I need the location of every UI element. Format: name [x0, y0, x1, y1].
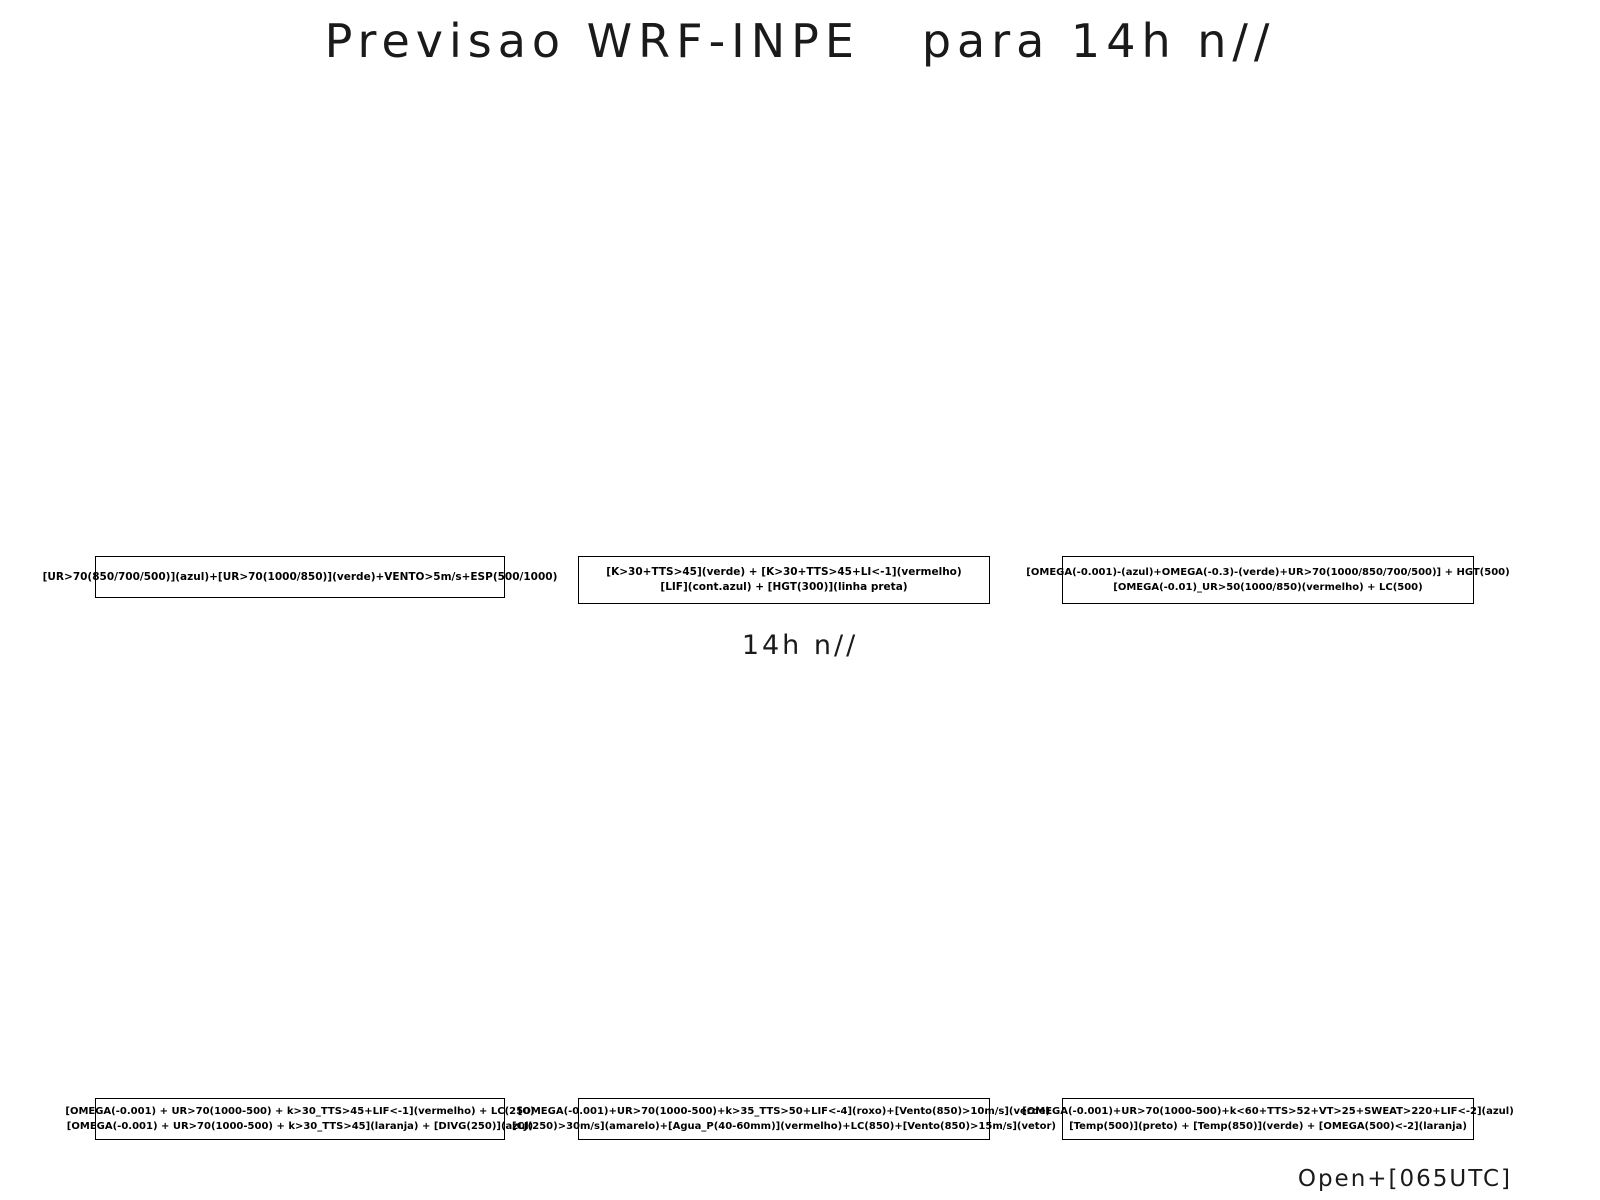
legend-line-1: [OMEGA(-0.001) + UR>70(1000-500) + k>30_TTS>45+LIF<-1](vermelho) + LC(250): [65, 1106, 535, 1117]
legend-box-top-left: [42, 556, 558, 598]
panel-top-right: [1062, 110, 1474, 550]
panel-top-center: [578, 110, 990, 550]
legend-line-1: [OMEGA(-0.001)-(azul)+OMEGA(-0.3)-(verde)+UR>70(1000/850/700/500)] + HGT(500): [1026, 567, 1510, 578]
panel-top-left: [95, 110, 505, 550]
legend-box-bottom-center: [512, 1098, 1056, 1140]
panel-bottom-left: [95, 670, 505, 1090]
legend-line-1: [OMEGA(-0.001)+UR>70(1000-500)+k<60+TTS>52+VT>25+SWEAT>220+LIF<-2](azul): [1022, 1106, 1514, 1117]
legend-box-bottom-left: [65, 1098, 535, 1140]
footer-label: Open+[065UTC]: [1297, 1166, 1512, 1192]
legend-box-top-center: [578, 556, 990, 604]
legend-box-top-right: [1026, 556, 1510, 604]
legend-line-2: [OMEGA(-0.001) + UR>70(1000-500) + k>30_TTS>45](laranja) + [DIVG(250)](azul): [66, 1121, 534, 1132]
panel-bottom-center: [578, 670, 990, 1090]
legend-line-1: [OMEGA(-0.001)+UR>70(1000-500)+k>35_TTS>50+LIF<-4](roxo)+[Vento(850)>10m/s](verde): [517, 1106, 1051, 1117]
legend-box-bottom-right: [1022, 1098, 1514, 1140]
legend-line-2: [Temp(500)](preto) + [Temp(850)](verde) + [OMEGA(500)<-2](laranja): [1069, 1121, 1467, 1132]
panel-bottom-right: [1062, 670, 1474, 1090]
legend-line-2: [CJ(250)>30m/s](amarelo)+[Agua_P(40-60mm)](vermelho)+LC(850)+[Vento(850)>15m/s](vetor): [512, 1121, 1056, 1132]
legend-line-1: [UR>70(850/700/500)](azul)+[UR>70(1000/850)](verde)+VENTO>5m/s+ESP(500/1000): [42, 570, 558, 583]
legend-line-2: [LIF](cont.azul) + [HGT(300)](linha preta): [660, 581, 908, 593]
mid-caption: 14h n//: [741, 630, 859, 661]
page-title: Previsao WRF-INPE para 14h n//: [324, 14, 1276, 68]
legend-line-1: [K>30+TTS>45](verde) + [K>30+TTS>45+LI<-1](vermelho): [606, 566, 962, 578]
legend-line-2: [OMEGA(-0.01)_UR>50(1000/850)(vermelho) + LC(500): [1113, 582, 1423, 593]
